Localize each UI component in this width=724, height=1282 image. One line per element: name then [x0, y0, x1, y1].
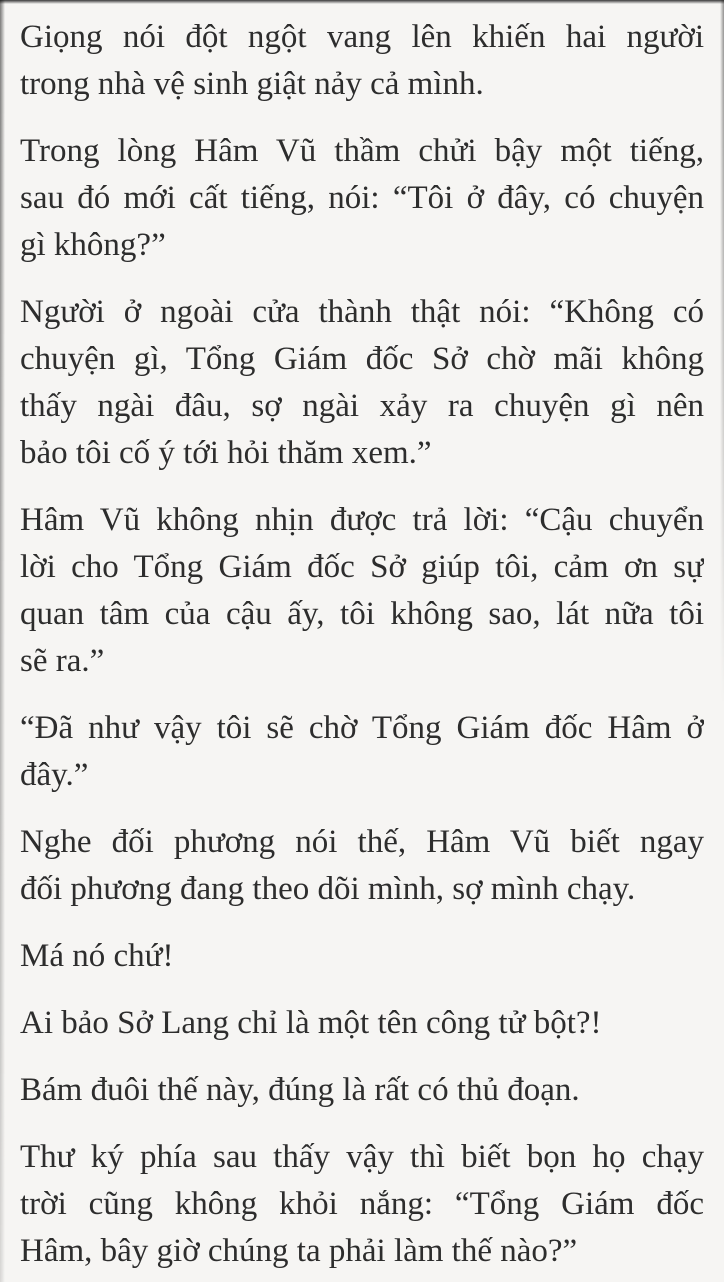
paragraph	[20, 933, 704, 980]
text-line: quan tâm của cậu ấy, tôi không sao, lát nữa tôi	[20, 596, 704, 632]
text-line: Thư ký phía sau thấy vậy thì biết bọn họ chạy	[20, 1139, 704, 1175]
text-line: bảo tôi cố ý tới hỏi thăm xem.”	[20, 435, 432, 471]
text-line: trời cũng không khỏi nắng: “Tổng Giám đốc	[20, 1186, 704, 1222]
text-line: sẽ ra.”	[20, 643, 105, 679]
paragraph	[20, 497, 704, 685]
text-line: đây.”	[20, 757, 89, 793]
paragraph	[20, 819, 704, 913]
text-line: Nghe đối phương nói thế, Hâm Vũ biết ngay	[20, 824, 704, 860]
text-line: Bám đuôi thế này, đúng là rất có thủ đoạn.	[20, 1072, 580, 1108]
paragraph	[20, 1000, 704, 1047]
text-line: sau đó mới cất tiếng, nói: “Tôi ở đây, có chuyện	[20, 180, 704, 216]
paragraph	[20, 289, 704, 477]
text-line: lời cho Tổng Giám đốc Sở giúp tôi, cảm ơn sự	[20, 549, 704, 585]
text-line: đối phương đang theo dõi mình, sợ mình chạy.	[20, 871, 636, 907]
paragraph	[20, 1134, 704, 1275]
text-line: thấy ngài đâu, sợ ngài xảy ra chuyện gì nên	[20, 388, 704, 424]
paragraph	[20, 705, 704, 799]
text-line: Trong lòng Hâm Vũ thầm chửi bậy một tiếng,	[20, 133, 704, 169]
text-line: “Đã như vậy tôi sẽ chờ Tổng Giám đốc Hâm ở	[20, 710, 704, 746]
text-line: Người ở ngoài cửa thành thật nói: “Không có	[20, 294, 704, 330]
text-line: Giọng nói đột ngột vang lên khiến hai người	[20, 19, 704, 55]
text-line: Hâm Vũ không nhịn được trả lời: “Cậu chuyển	[20, 502, 704, 538]
text-line: Ai bảo Sở Lang chỉ là một tên công tử bột?!	[20, 1005, 602, 1041]
text-line: trong nhà vệ sinh giật nảy cả mình.	[20, 66, 484, 102]
text-line: gì không?”	[20, 227, 166, 263]
paragraph	[20, 14, 704, 108]
paragraph	[20, 1067, 704, 1114]
text-line: chuyện gì, Tổng Giám đốc Sở chờ mãi không	[20, 341, 704, 377]
text-line: Hâm, bây giờ chúng ta phải làm thế nào?”	[20, 1233, 578, 1269]
text-line: Má nó chứ!	[20, 938, 174, 974]
paragraph	[20, 128, 704, 269]
